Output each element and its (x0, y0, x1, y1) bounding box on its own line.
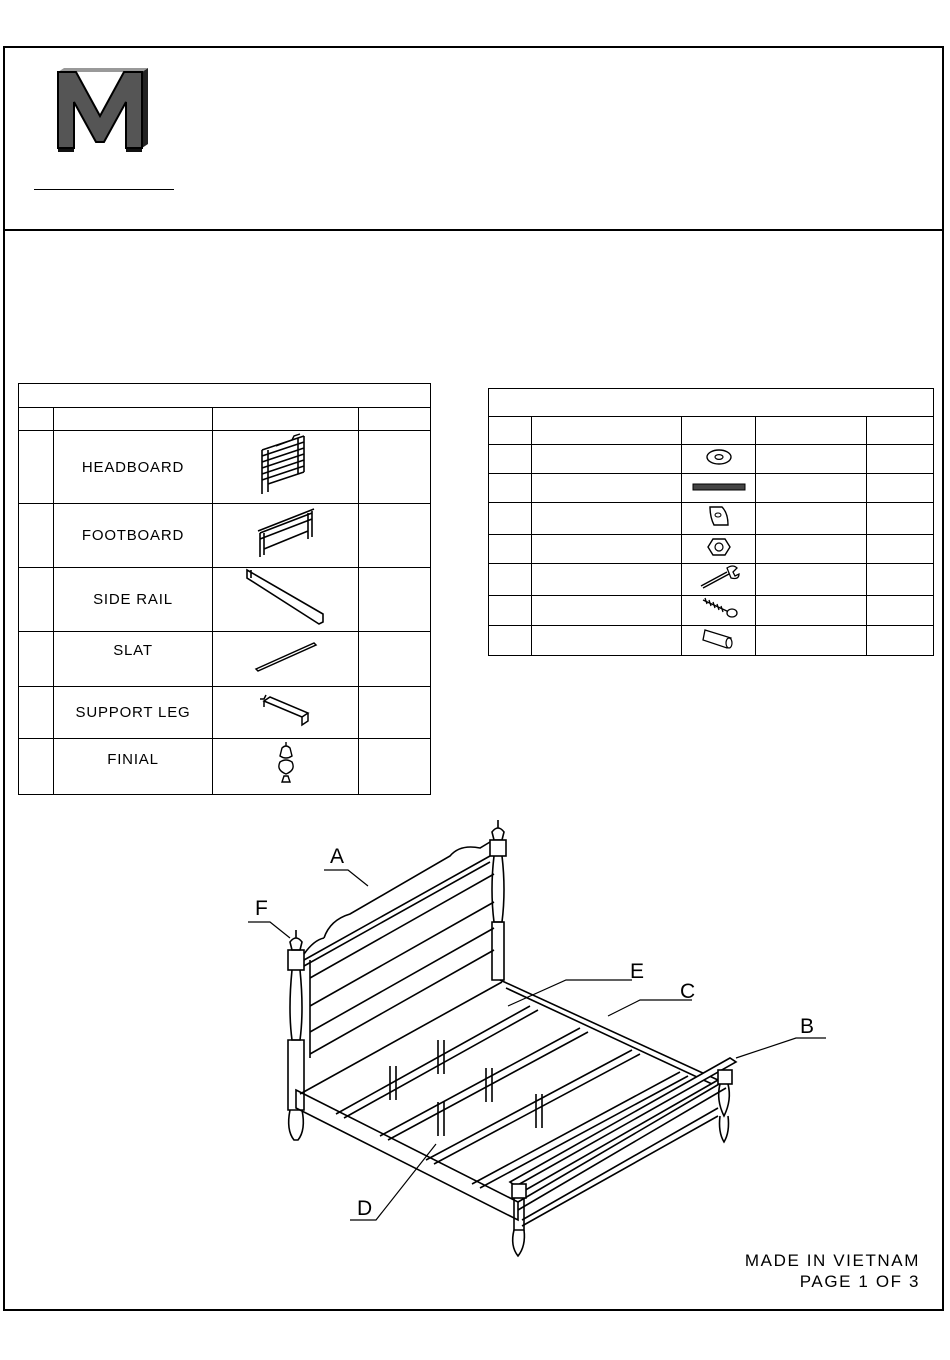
hardware-table (488, 388, 934, 656)
part-label: FOOTBOARD (81, 527, 185, 544)
headboard-right-post (490, 820, 506, 980)
part-row (19, 504, 431, 568)
bolt-icon (691, 482, 747, 492)
part-row (19, 739, 431, 795)
callout-e: E (630, 960, 645, 983)
part-label: FINIAL (107, 751, 159, 768)
footboard-icon (254, 505, 318, 561)
callout-b: B (800, 1015, 815, 1038)
hardware-row (489, 626, 934, 656)
finial-icon (274, 740, 298, 788)
hardware-row (489, 503, 934, 535)
brand-logo (50, 64, 150, 156)
screw-icon (699, 596, 739, 620)
part-label: SUPPORT LEG (75, 704, 191, 721)
headboard-icon (256, 432, 316, 498)
bracket-icon (706, 503, 732, 529)
hardware-table-title-row (489, 389, 934, 417)
dowel-icon (699, 626, 739, 650)
side-rail-icon (245, 568, 327, 626)
hardware-row (489, 474, 934, 503)
part-label: SIDE RAIL (93, 591, 173, 608)
made-in-label: MADE IN VIETNAM (744, 1251, 920, 1270)
hardware-row (489, 564, 934, 596)
parts-table (18, 383, 431, 795)
callout-d: D (357, 1197, 373, 1220)
header-divider (3, 229, 944, 231)
part-row (19, 632, 431, 687)
assembly-diagram (240, 810, 840, 1270)
parts-table-title-row (19, 384, 431, 408)
part-row (19, 568, 431, 632)
part-row (19, 431, 431, 504)
callout-f: F (255, 897, 268, 920)
bed-slats (336, 1006, 688, 1188)
wrench-icon (697, 564, 741, 590)
support-legs (390, 1040, 542, 1136)
hardware-row (489, 596, 934, 626)
part-label: SLAT (113, 642, 153, 659)
page-footer (745, 1250, 920, 1292)
logo-underline (34, 189, 174, 190)
page-number: PAGE 1 OF 3 (799, 1272, 920, 1291)
slat-icon (254, 639, 318, 675)
washer-icon (705, 448, 733, 466)
headboard-panel (304, 842, 494, 1058)
callout-c: C (680, 980, 696, 1003)
footboard (510, 1058, 736, 1256)
support-leg-icon (258, 693, 314, 727)
part-label: HEADBOARD (81, 458, 185, 476)
part-row (19, 687, 431, 739)
callout-a: A (330, 845, 345, 868)
hardware-row (489, 535, 934, 564)
hardware-row (489, 445, 934, 474)
hex-nut-icon (707, 537, 731, 557)
